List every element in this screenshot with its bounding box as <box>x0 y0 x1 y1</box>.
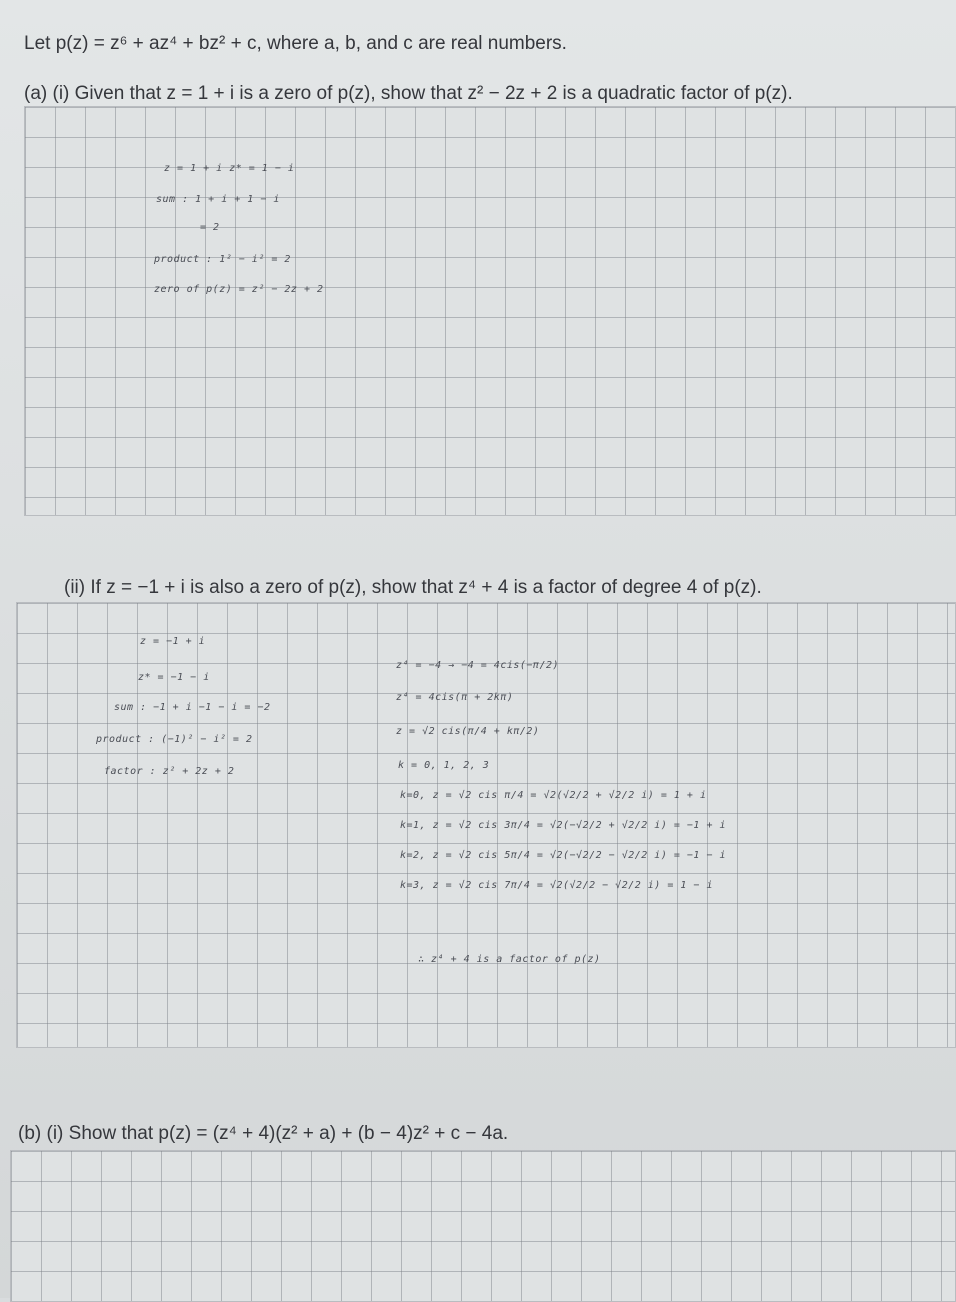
working-line: z = √2 cis(π/4 + kπ/2) <box>396 726 540 737</box>
question-a-i: (a) (i) Given that z = 1 + i is a zero of p(z), show that z² − 2z + 2 is a quadratic factor of p(z). <box>24 83 793 104</box>
working-line: z⁴ = 4cis(π + 2kπ) <box>396 692 514 703</box>
working-line: k = 0, 1, 2, 3 <box>398 760 490 771</box>
working-line: factor : z² + 2z + 2 <box>104 766 235 777</box>
working-line: k=2, z = √2 cis 5π/4 = √2(−√2/2 − √2/2 i) = −1 − i <box>400 850 727 861</box>
working-line: z⁴ = −4 → −4 = 4cis(−π/2) <box>396 660 560 671</box>
working-line: k=0, z = √2 cis π/4 = √2(√2/2 + √2/2 i) = 1 + i <box>400 790 707 801</box>
working-line: product : (−1)² − i² = 2 <box>96 734 253 745</box>
working-line: sum : −1 + i −1 − i = −2 <box>114 702 271 713</box>
working-line: = 2 <box>200 222 220 233</box>
working-line: z* = −1 − i <box>138 672 210 683</box>
answer-grid-b-i[interactable] <box>10 1150 956 1302</box>
working-line: k=1, z = √2 cis 3π/4 = √2(−√2/2 + √2/2 i) = −1 + i <box>400 820 727 831</box>
question-a-ii: (ii) If z = −1 + i is also a zero of p(z), show that z⁴ + 4 is a factor of degree 4 of p(z). <box>64 577 762 598</box>
working-line: z = −1 + i <box>140 636 206 647</box>
working-line: product : 1² − i² = 2 <box>154 254 291 265</box>
question-intro: Let p(z) = z⁶ + az⁴ + bz² + c, where a, b, and c are real numbers. <box>24 33 567 54</box>
working-line: z = 1 + i z* = 1 − i <box>164 163 295 174</box>
working-conclusion: ∴ z⁴ + 4 is a factor of p(z) <box>418 954 601 965</box>
working-line: k=3, z = √2 cis 7π/4 = √2(√2/2 − √2/2 i) = 1 − i <box>400 880 713 891</box>
working-line: sum : 1 + i + 1 − i <box>156 194 280 205</box>
question-b-i: (b) (i) Show that p(z) = (z⁴ + 4)(z² + a) + (b − 4)z² + c − 4a. <box>18 1123 509 1144</box>
working-line: zero of p(z) = z² − 2z + 2 <box>154 284 324 295</box>
